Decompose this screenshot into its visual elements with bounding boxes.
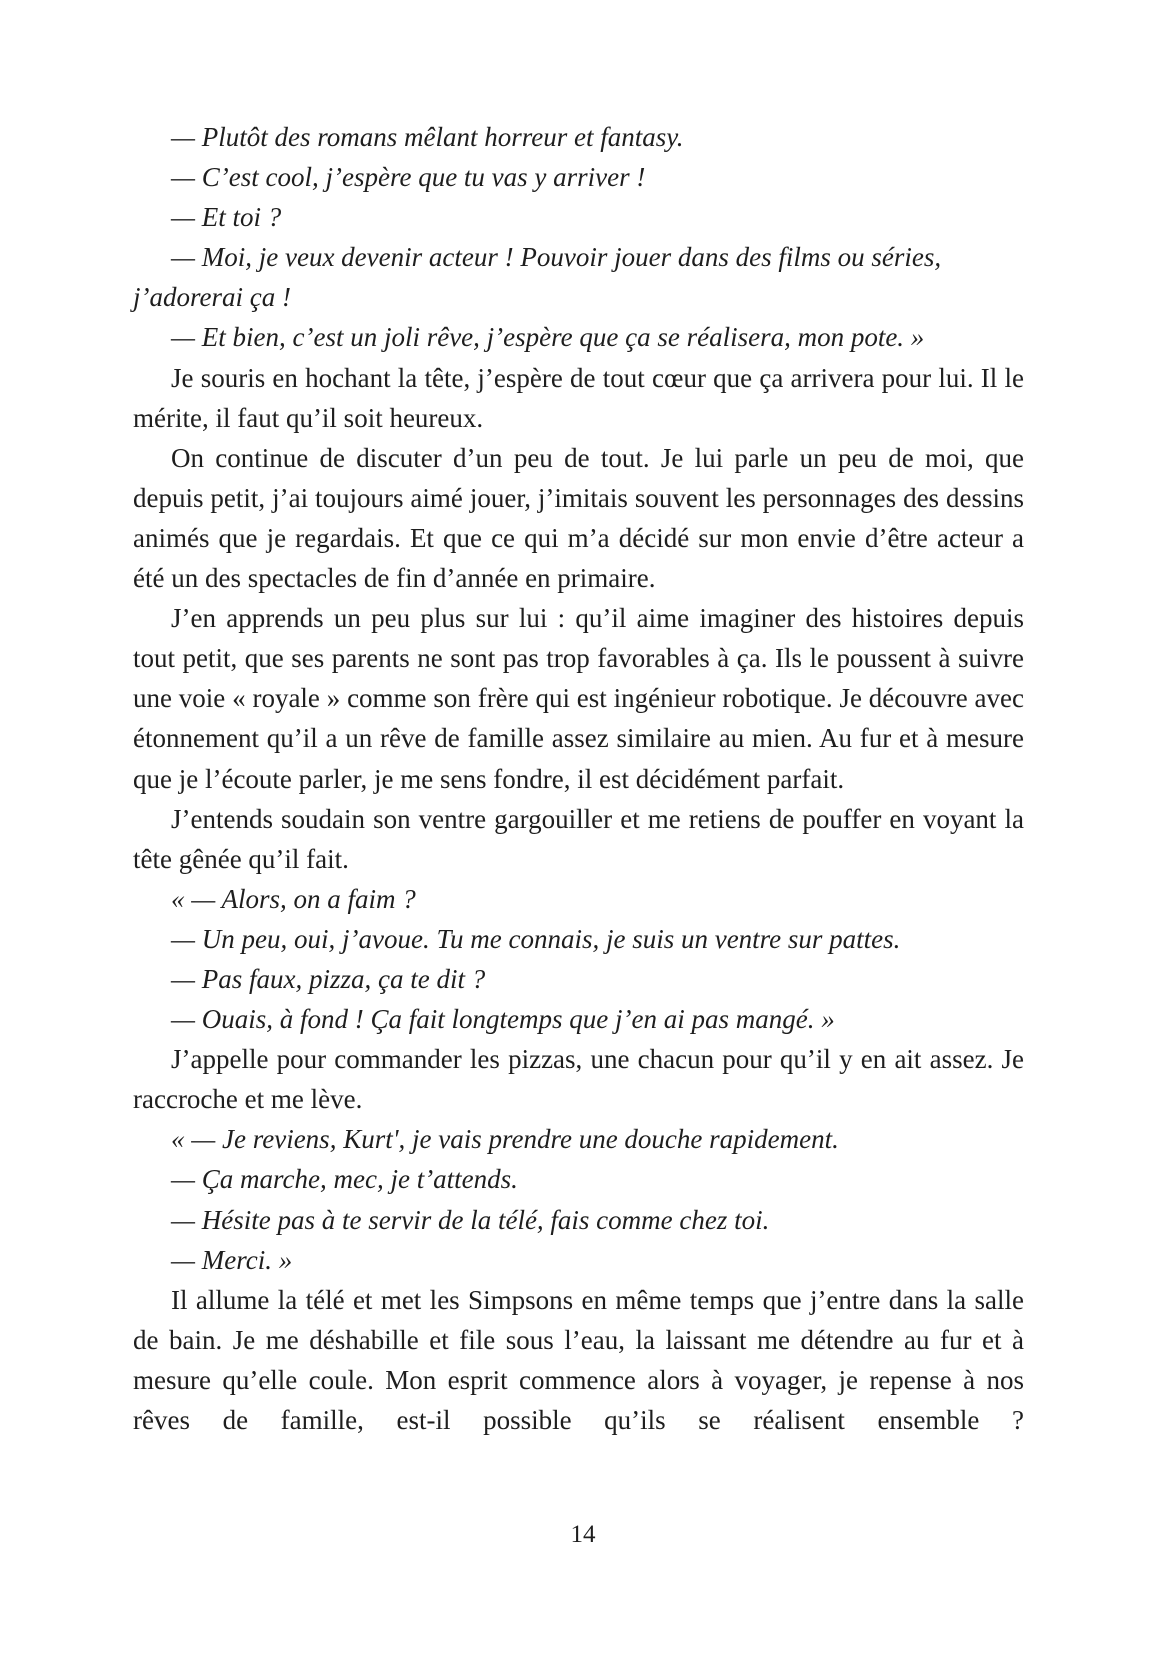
narration-paragraph: Il allume la télé et met les Simpsons en même temps que j’entre dans la salle de bain. Je me déshabille et file sous l’eau, la laissant me détendre au fur et à mesure qu’elle coule. Mon esprit commence alors à voyager, je repense à nos rêves de famille, est-il possible qu’ils se réalisent ensemble ? bbox=[133, 1284, 1024, 1435]
dialogue-line: — Ouais, à fond ! Ça fait longtemps que j’en ai pas mangé. » bbox=[171, 1004, 835, 1035]
dialogue-line: « — Je reviens, Kurt', je vais prendre une douche rapidement. bbox=[171, 1124, 839, 1155]
dialogue-line: — Et toi ? bbox=[171, 202, 282, 233]
dialogue-line: — C’est cool, j’espère que tu vas y arriver ! bbox=[171, 162, 646, 193]
narration-paragraph: J’entends soudain son ventre gargouiller et me retiens de pouffer en voyant la tête gênée qu’il fait. bbox=[133, 803, 1024, 874]
dialogue-line: — Pas faux, pizza, ça te dit ? bbox=[171, 963, 486, 994]
dialogue-line: — Et bien, c’est un joli rêve, j’espère que ça se réalisera, mon pote. » bbox=[171, 322, 925, 353]
narration-paragraph: J’appelle pour commander les pizzas, une chacun pour qu’il y en ait assez. Je raccroche et me lève. bbox=[133, 1044, 1024, 1115]
dialogue-line: — Ça marche, mec, je t’attends. bbox=[171, 1164, 518, 1195]
dialogue-line: — Moi, je veux devenir acteur ! Pouvoir jouer dans des films ou séries, j’adorerai ça ! bbox=[133, 242, 942, 313]
dialogue-line: — Un peu, oui, j’avoue. Tu me connais, je suis un ventre sur pattes. bbox=[171, 923, 901, 954]
dialogue-line: « — Alors, on a faim ? bbox=[171, 883, 416, 914]
narration-paragraph: On continue de discuter d’un peu de tout. Je lui parle un peu de moi, que depuis petit, j’ai toujours aimé jouer, j’imitais souvent les personnages des dessins animés que je regardais. Et que ce qui m’a décidé sur mon envie d’être acteur a été un des spectacles de fin d’année en primaire. bbox=[133, 442, 1024, 594]
page-number: 14 bbox=[570, 1521, 596, 1548]
dialogue-line: — Hésite pas à te servir de la télé, fais comme chez toi. bbox=[171, 1204, 770, 1235]
dialogue-line: — Merci. » bbox=[171, 1244, 293, 1275]
narration-paragraph: J’en apprends un peu plus sur lui : qu’il aime imaginer des histoires depuis tout petit, que ses parents ne sont pas trop favorables à ça. Ils le poussent à suivre une voie « royale » comme son frère qui est ingénieur robotique. Je découvre avec étonnement qu’il a un rêve de famille assez similaire au mien. Au fur et à mesure que je l’écoute parler, je me sens fondre, il est décidément parfait. bbox=[133, 603, 1024, 794]
body-text bbox=[133, 117, 1024, 1440]
narration-paragraph: Je souris en hochant la tête, j’espère de tout cœur que ça arrivera pour lui. Il le mérite, il faut qu’il soit heureux. bbox=[133, 362, 1024, 433]
dialogue-line: — Plutôt des romans mêlant horreur et fantasy. bbox=[171, 122, 684, 152]
